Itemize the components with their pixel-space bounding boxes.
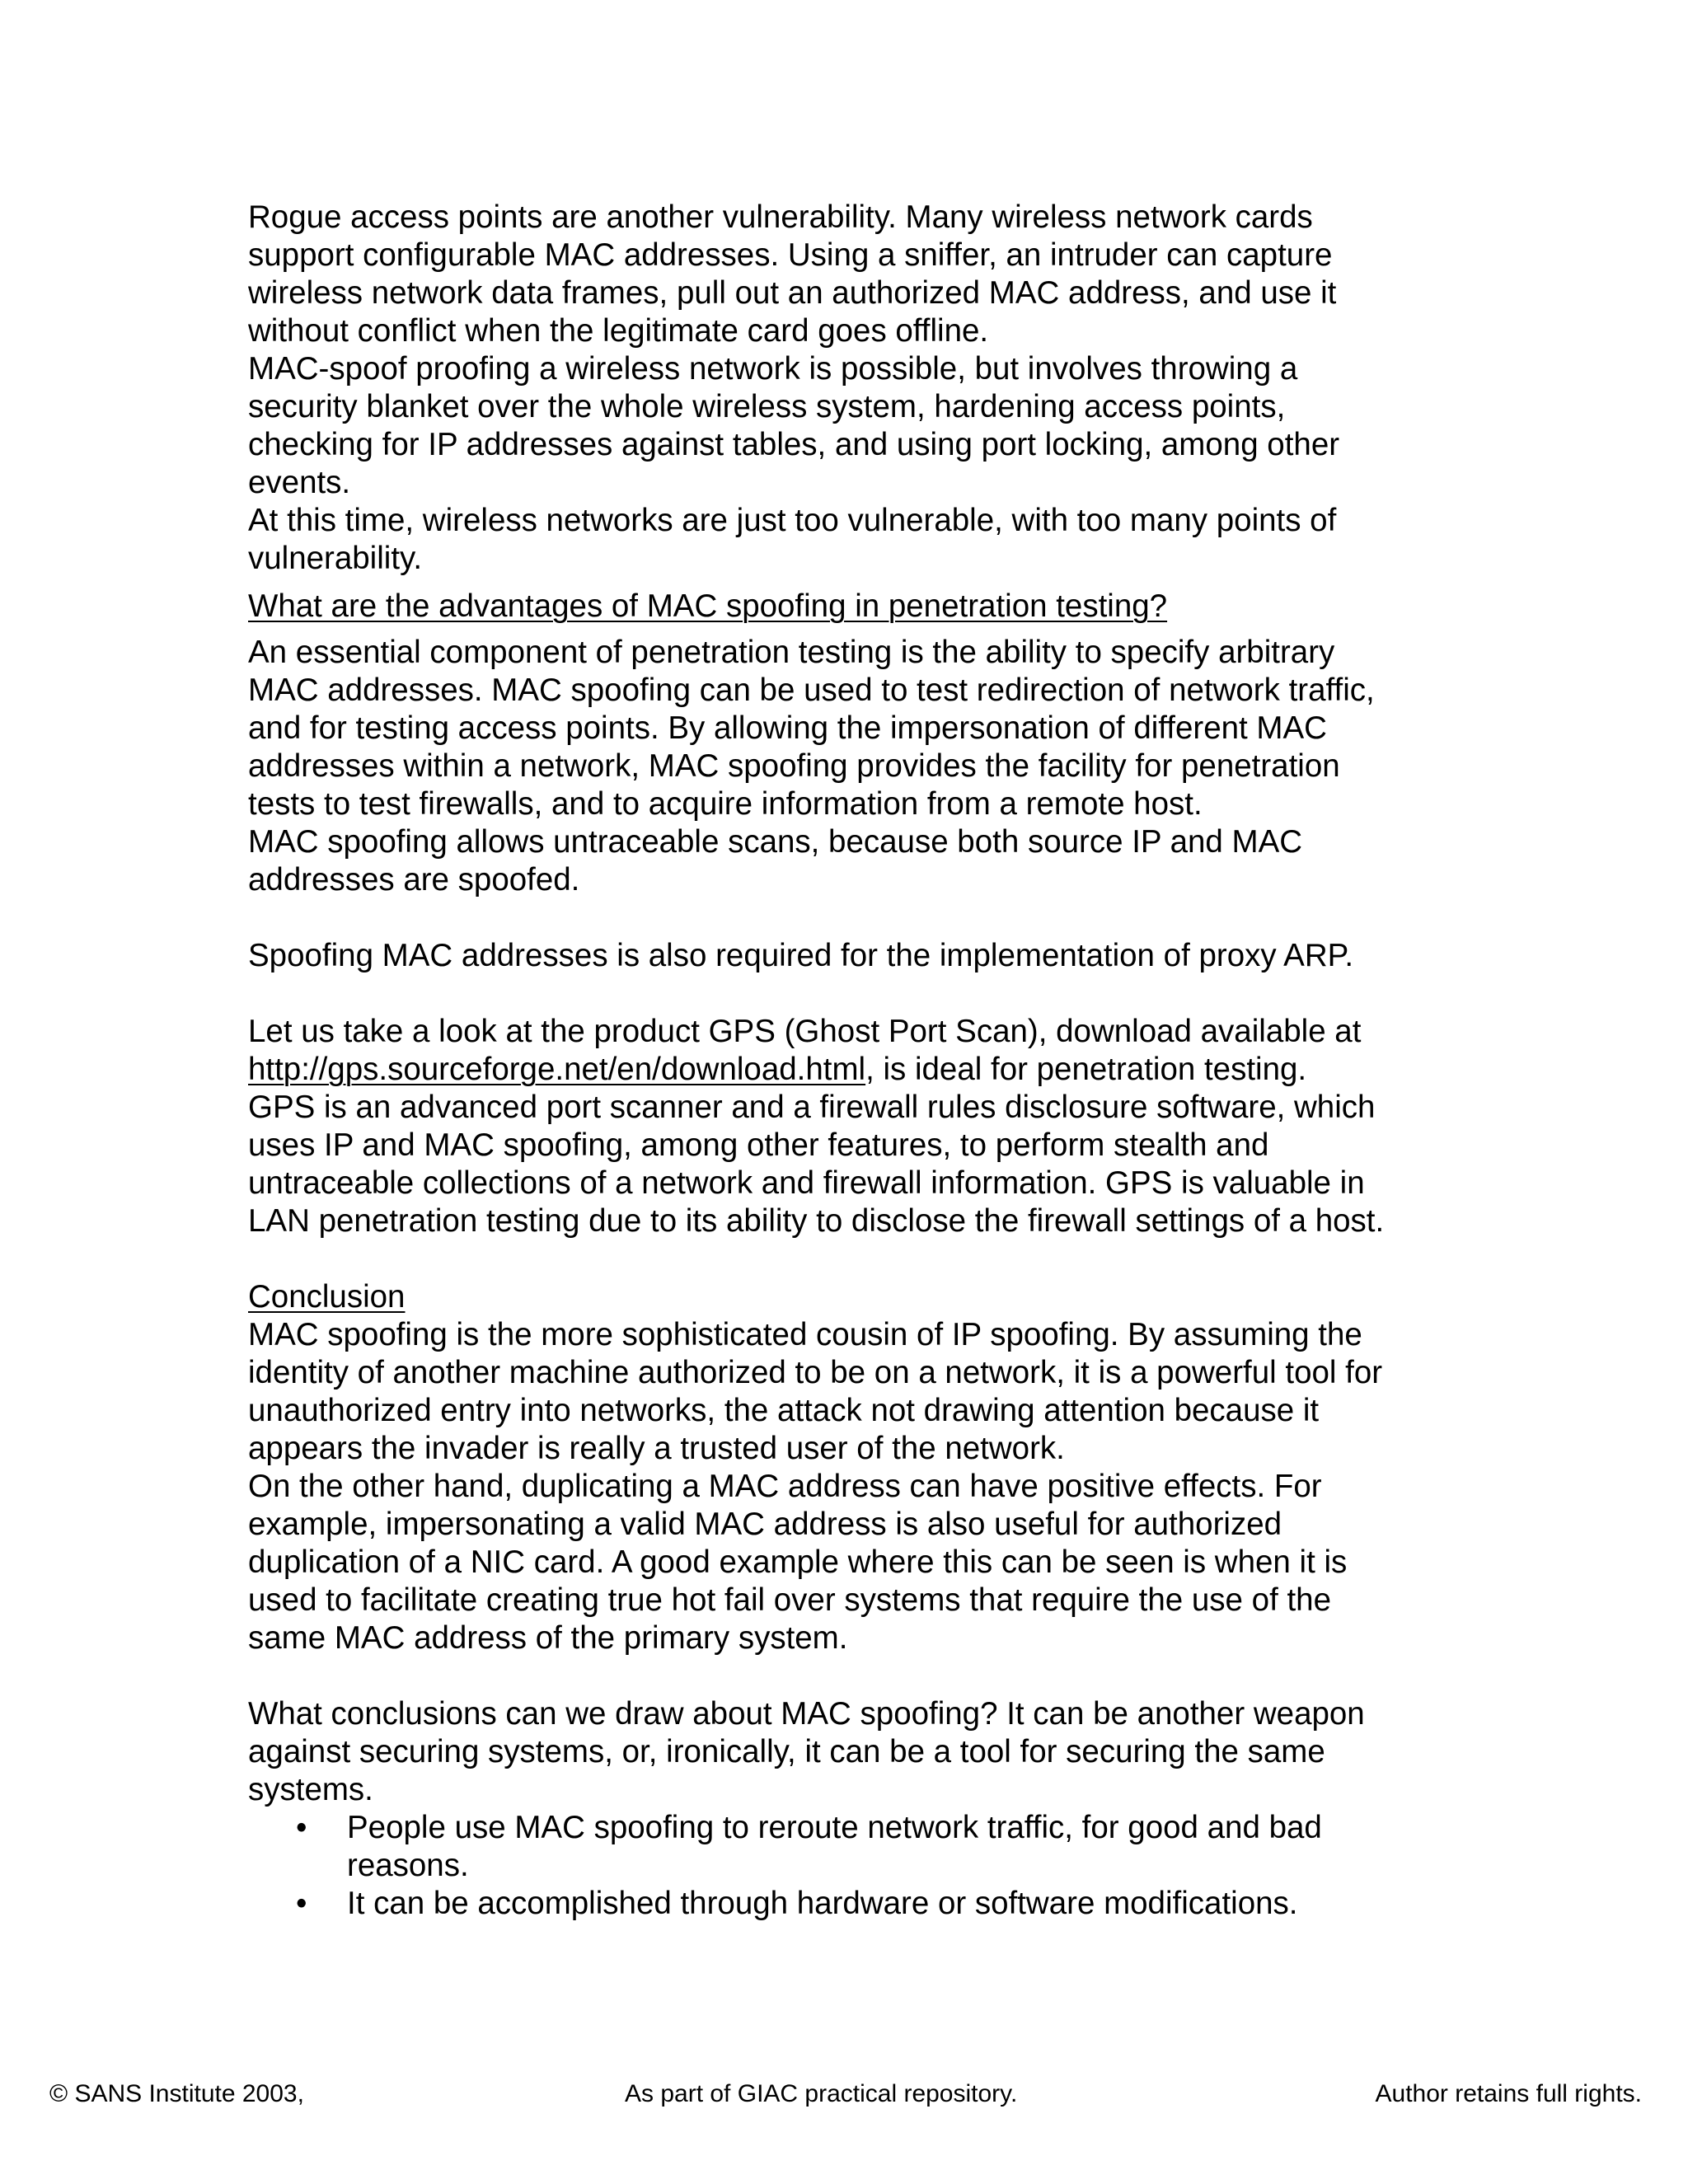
page-content (248, 199, 1451, 1923)
bullet-icon: • (296, 1810, 307, 1845)
text-line: addresses are spoofed. (248, 862, 580, 898)
text-line: wireless network data frames, pull out an authorized MAC address, and use it (248, 275, 1337, 311)
paragraph-gps (248, 1013, 1451, 1240)
text-line: Rogue access points are another vulnerability. Many wireless network cards (248, 199, 1313, 235)
bullet-item (248, 1809, 1451, 1885)
text-line: systems. (248, 1772, 373, 1807)
text-line: events. (248, 465, 351, 500)
text-line: without conflict when the legitimate card goes offline. (248, 313, 989, 349)
paragraph-proxy-arp (248, 937, 1451, 975)
bullet-list (248, 1809, 1451, 1923)
text-line: LAN penetration testing due to its ability to disclose the firewall settings of a host. (248, 1203, 1385, 1239)
spacer (248, 1240, 1451, 1278)
text-line: untraceable collections of a network and firewall information. GPS is valuable in (248, 1165, 1365, 1201)
paragraph-conclusion (248, 1316, 1451, 1657)
text-line: MAC addresses. MAC spoofing can be used to test redirection of network traffic, (248, 673, 1375, 708)
text-line: duplication of a NIC card. A good example where this can be seen is when it is (248, 1544, 1348, 1580)
text-line: An essential component of penetration testing is the ability to specify arbitrary (248, 635, 1335, 670)
text-line: Spoofing MAC addresses is also required for the implementation of proxy ARP. (248, 938, 1354, 973)
spacer (248, 578, 1451, 588)
section-heading: What are the advantages of MAC spoofing in penetration testing? (248, 588, 1168, 624)
text-line: checking for IP addresses against tables, and using port locking, among other (248, 427, 1340, 462)
section-heading: Conclusion (248, 1279, 406, 1315)
heading-conclusion (248, 1278, 1451, 1316)
link-trailing-text: , is ideal for penetration testing. (865, 1052, 1307, 1087)
spacer (248, 975, 1451, 1013)
text-line: uses IP and MAC spoofing, among other features, to perform stealth and (248, 1127, 1269, 1163)
heading-advantages (248, 588, 1451, 626)
spacer (248, 1657, 1451, 1695)
text-line: reasons. (347, 1848, 469, 1883)
text-line: identity of another machine authorized to be on a network, it is a powerful tool for (248, 1355, 1383, 1390)
text-line: used to facilitate creating true hot fail over systems that require the use of the (248, 1582, 1331, 1618)
page-footer (0, 2078, 1688, 2114)
text-line: At this time, wireless networks are just too vulnerable, with too many points of (248, 503, 1337, 538)
text-line (248, 1051, 1451, 1089)
text-line: On the other hand, duplicating a MAC address can have positive effects. For (248, 1469, 1322, 1504)
gps-download-link[interactable]: http://gps.sourceforge.net/en/download.html (248, 1052, 866, 1087)
text-line: unauthorized entry into networks, the attack not drawing attention because it (248, 1393, 1320, 1428)
text-line: vulnerability. (248, 541, 423, 576)
paragraph-final (248, 1695, 1451, 1809)
text-line: addresses within a network, MAC spoofing provides the facility for penetration (248, 748, 1340, 784)
text-line: tests to test firewalls, and to acquire information from a remote host. (248, 786, 1203, 822)
spacer (248, 899, 1451, 937)
text-line: support configurable MAC addresses. Using a sniffer, an intruder can capture (248, 237, 1333, 273)
text-line: appears the invader is really a trusted user of the network. (248, 1431, 1065, 1466)
paragraph-advantages (248, 634, 1451, 899)
text-line: MAC spoofing is the more sophisticated cousin of IP spoofing. By assuming the (248, 1317, 1362, 1352)
text-line: security blanket over the whole wireless system, hardening access points, (248, 389, 1286, 424)
text-line: People use MAC spoofing to reroute network traffic, for good and bad (347, 1810, 1322, 1845)
text-line: It can be accomplished through hardware or software modifications. (347, 1886, 1298, 1921)
bullet-item (248, 1885, 1451, 1923)
text-line: MAC spoofing allows untraceable scans, because both source IP and MAC (248, 824, 1303, 860)
footer-copyright: © SANS Institute 2003, (49, 2080, 304, 2107)
text-line: and for testing access points. By allowing the impersonation of different MAC (248, 710, 1327, 746)
text-line: GPS is an advanced port scanner and a firewall rules disclosure software, which (248, 1090, 1376, 1125)
text-line: against securing systems, or, ironically, it can be a tool for securing the same (248, 1734, 1325, 1769)
text-line: same MAC address of the primary system. (248, 1620, 848, 1656)
paragraph-rogue-access-points (248, 199, 1451, 578)
text-line: MAC-spoof proofing a wireless network is possible, but involves throwing a (248, 351, 1298, 387)
spacer (248, 626, 1451, 634)
text-line: example, impersonating a valid MAC address is also useful for authorized (248, 1507, 1282, 1542)
bullet-icon: • (296, 1886, 307, 1921)
footer-repository: As part of GIAC practical repository. (625, 2080, 1018, 2107)
footer-rights: Author retains full rights. (1375, 2080, 1642, 2107)
text-line: Let us take a look at the product GPS (Ghost Port Scan), download available at (248, 1014, 1362, 1049)
text-line: What conclusions can we draw about MAC spoofing? It can be another weapon (248, 1696, 1365, 1732)
